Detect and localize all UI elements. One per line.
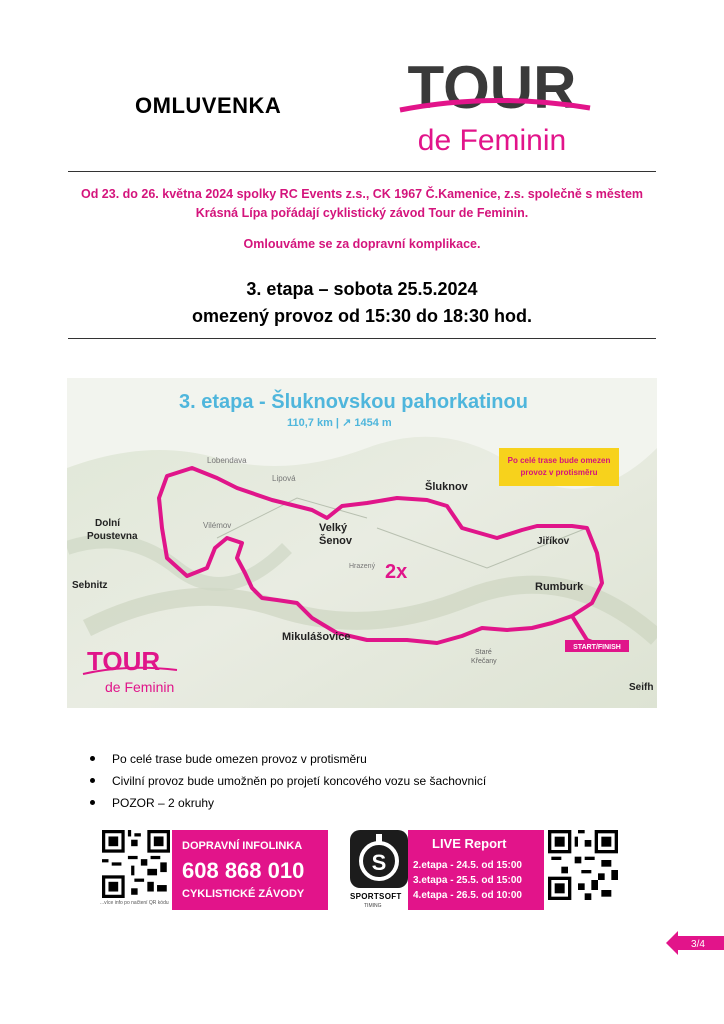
place-senov: Šenov bbox=[319, 535, 353, 547]
map-logo-tour: TOUR bbox=[87, 646, 161, 676]
qr-caption: ...více info po načtení QR kódu bbox=[100, 900, 169, 906]
infoline-subtitle: CYKLISTICKÉ ZÁVODY bbox=[182, 888, 305, 900]
svg-text:S: S bbox=[371, 850, 387, 875]
info-bullet-list bbox=[90, 748, 486, 814]
tour-de-feminin-logo bbox=[392, 50, 592, 160]
place-lipova: Lipová bbox=[272, 474, 296, 483]
place-stare: Staré bbox=[475, 649, 492, 656]
place-dolni: Dolní bbox=[95, 518, 120, 529]
stage-restriction-time: omezený provoz od 15:30 do 18:30 hod. bbox=[191, 306, 533, 326]
page-number: 3/4 bbox=[691, 939, 705, 950]
live-report-qr-code[interactable] bbox=[548, 830, 618, 900]
logo-tour-text: TOUR bbox=[407, 54, 577, 121]
divider-top bbox=[68, 171, 656, 172]
infoline-title: DOPRAVNÍ INFOLINKA bbox=[182, 840, 303, 852]
live-report-schedule bbox=[413, 858, 522, 903]
live-report-row: 2.etapa - 24.5. od 15:00 bbox=[413, 860, 522, 871]
live-report-row: 3.etapa - 25.5. od 15:00 bbox=[413, 875, 522, 886]
logo-subtitle-text: de Feminin bbox=[417, 124, 567, 157]
sportsoft-logo-icon bbox=[350, 830, 408, 888]
infoline-banner bbox=[172, 830, 328, 910]
map-logo-subtitle: de Feminin bbox=[105, 679, 175, 695]
live-report-title: LIVE Report bbox=[432, 836, 507, 851]
place-krecany: Křečany bbox=[471, 658, 497, 665]
infoline-qr-code[interactable] bbox=[102, 830, 170, 898]
live-report-row: 4.etapa - 26.5. od 10:00 bbox=[413, 890, 522, 901]
map-distance: 110,7 km | ↗ 1454 m bbox=[287, 417, 392, 429]
live-report-banner bbox=[408, 830, 544, 910]
place-jirikov: Jiříkov bbox=[537, 536, 570, 547]
place-lobendava: Lobendava bbox=[207, 456, 247, 465]
intro-line-2: Krásná Lípa pořádají cyklistický závod Tour de Feminin. bbox=[195, 206, 529, 220]
map-laps: 2x bbox=[385, 561, 408, 583]
infoline-phone: 608 868 010 bbox=[182, 858, 305, 883]
stage-info bbox=[60, 276, 664, 330]
list-item: POZOR – 2 okruhy bbox=[90, 792, 486, 814]
place-sluknov: Šluknov bbox=[425, 481, 468, 493]
list-item: Po celé trase bude omezen provoz v protisměru bbox=[90, 748, 486, 770]
place-sebnitz: Sebnitz bbox=[72, 580, 108, 591]
place-vilemov: Vilémov bbox=[203, 521, 232, 530]
map-notice-box bbox=[499, 448, 619, 486]
place-poustevna: Poustevna bbox=[87, 531, 138, 542]
map-notice-line-1: Po celé trase bude omezen bbox=[507, 456, 611, 465]
place-seifh: Seifh bbox=[629, 682, 654, 693]
intro-line-1: Od 23. do 26. května 2024 spolky RC Events z.s., CK 1967 Č.Kamenice, z.s. společně s městem bbox=[80, 187, 644, 201]
place-mikulasovice: Mikulášovice bbox=[282, 631, 351, 643]
sportsoft-brand-sub: TIMING bbox=[364, 903, 382, 909]
page-number-badge bbox=[666, 930, 724, 956]
place-velky: Velký bbox=[319, 522, 348, 534]
route-map bbox=[67, 378, 657, 708]
apology-text: Omlouváme se za dopravní komplikace. bbox=[243, 237, 481, 251]
intro-text bbox=[60, 185, 664, 223]
place-hrazeny: Hrazený bbox=[349, 563, 376, 570]
map-notice-line-2: provoz v protisměru bbox=[520, 468, 598, 477]
list-item: Civilní provoz bude umožněn po projetí koncového vozu se šachovnicí bbox=[90, 770, 486, 792]
map-title: 3. etapa - Šluknovskou pahorkatinou bbox=[179, 391, 528, 413]
page-title: OMLUVENKA bbox=[135, 93, 282, 118]
divider-middle bbox=[68, 338, 656, 339]
start-finish-label: START/FINISH bbox=[573, 644, 621, 651]
place-rumburk: Rumburk bbox=[535, 581, 584, 593]
stage-date: 3. etapa – sobota 25.5.2024 bbox=[246, 279, 478, 299]
sportsoft-brand: SPORTSOFT bbox=[350, 892, 402, 901]
